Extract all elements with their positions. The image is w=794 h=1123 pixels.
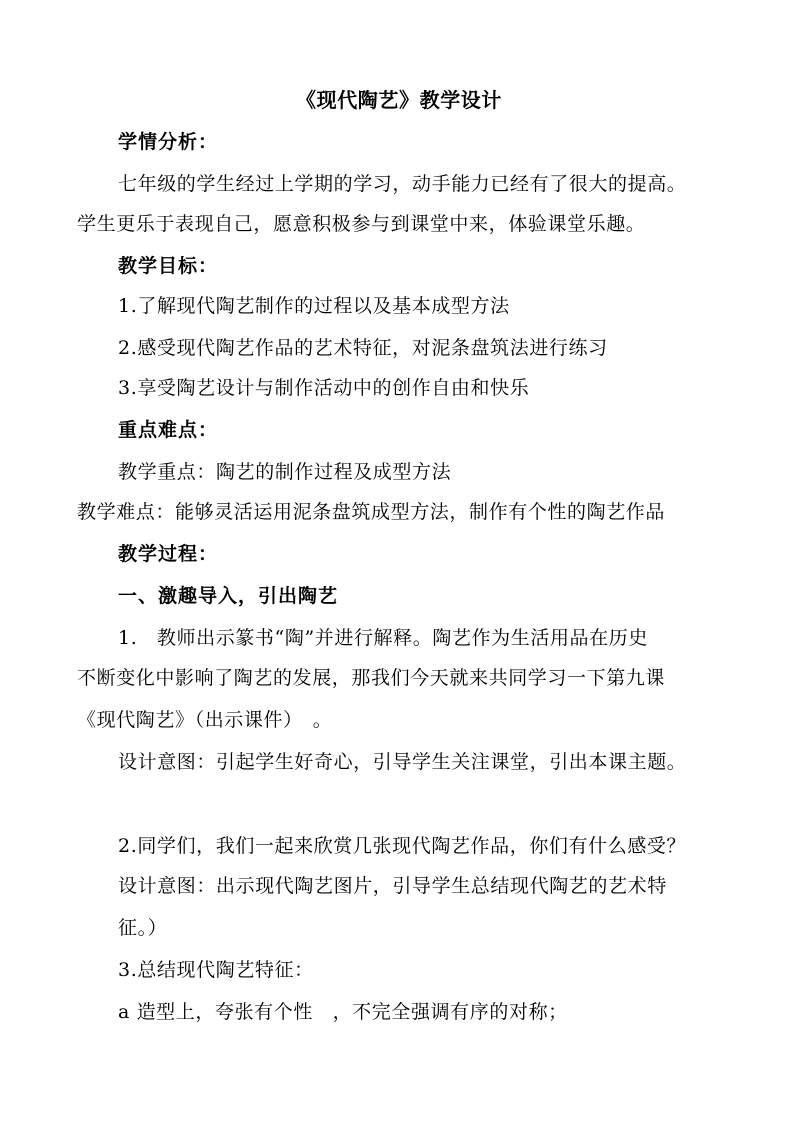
goals-heading: 教学目标：: [118, 255, 219, 277]
step-2-design-intent-line-2: 征。）: [118, 917, 168, 939]
goal-item-1: 1.了解现代陶艺制作的过程以及基本成型方法: [118, 295, 510, 317]
document-title: 《现代陶艺》教学设计: [296, 88, 502, 112]
goal-item-3: 3.享受陶艺设计与制作活动中的创作自由和快乐: [118, 377, 530, 399]
step-3-heading: 3.总结现代陶艺特征：: [118, 959, 314, 981]
step-1-paragraph-line-2: 不断变化中影响了陶艺的发展，那我们今天就来共同学习一下第九课: [77, 667, 666, 689]
step-3-item-a: a 造型上，夸张有个性 ，不完全强调有序的对称；: [118, 1001, 568, 1023]
situation-paragraph-line-2: 学生更乐于表现自己，愿意积极参与到课堂中来，体验课堂乐趣。: [77, 213, 646, 235]
process-heading: 教学过程：: [118, 543, 219, 565]
step-1-design-intent: 设计意图：引起学生好奇心，引导学生关注课堂，引出本课主题。: [118, 751, 687, 773]
step-1-heading: 一、激趣导入，引出陶艺: [118, 585, 339, 607]
step-1-paragraph-line-1: 1. 教师出示篆书“陶”并进行解释。陶艺作为生活用品在历史: [118, 627, 648, 649]
situation-paragraph-line-1: 七年级的学生经过上学期的学习，动手能力已经有了很大的提高。: [118, 173, 687, 195]
key-point-line: 教学重点：陶艺的制作过程及成型方法: [118, 461, 452, 483]
situation-heading: 学情分析：: [118, 131, 219, 153]
step-2-paragraph: 2.同学们，我们一起来欣赏几张现代陶艺作品，你们有什么感受？: [118, 835, 687, 857]
step-1-paragraph-line-3: 《现代陶艺》（出示课件） 。: [77, 709, 333, 731]
difficult-point-line: 教学难点：能够灵活运用泥条盘筑成型方法，制作有个性的陶艺作品: [77, 501, 666, 523]
goal-item-2: 2.感受现代陶艺作品的艺术特征，对泥条盘筑法进行练习: [118, 337, 608, 359]
key-points-heading: 重点难点：: [118, 419, 219, 441]
step-2-design-intent-line-1: 设计意图：出示现代陶艺图片，引导学生总结现代陶艺的艺术特: [118, 875, 667, 897]
